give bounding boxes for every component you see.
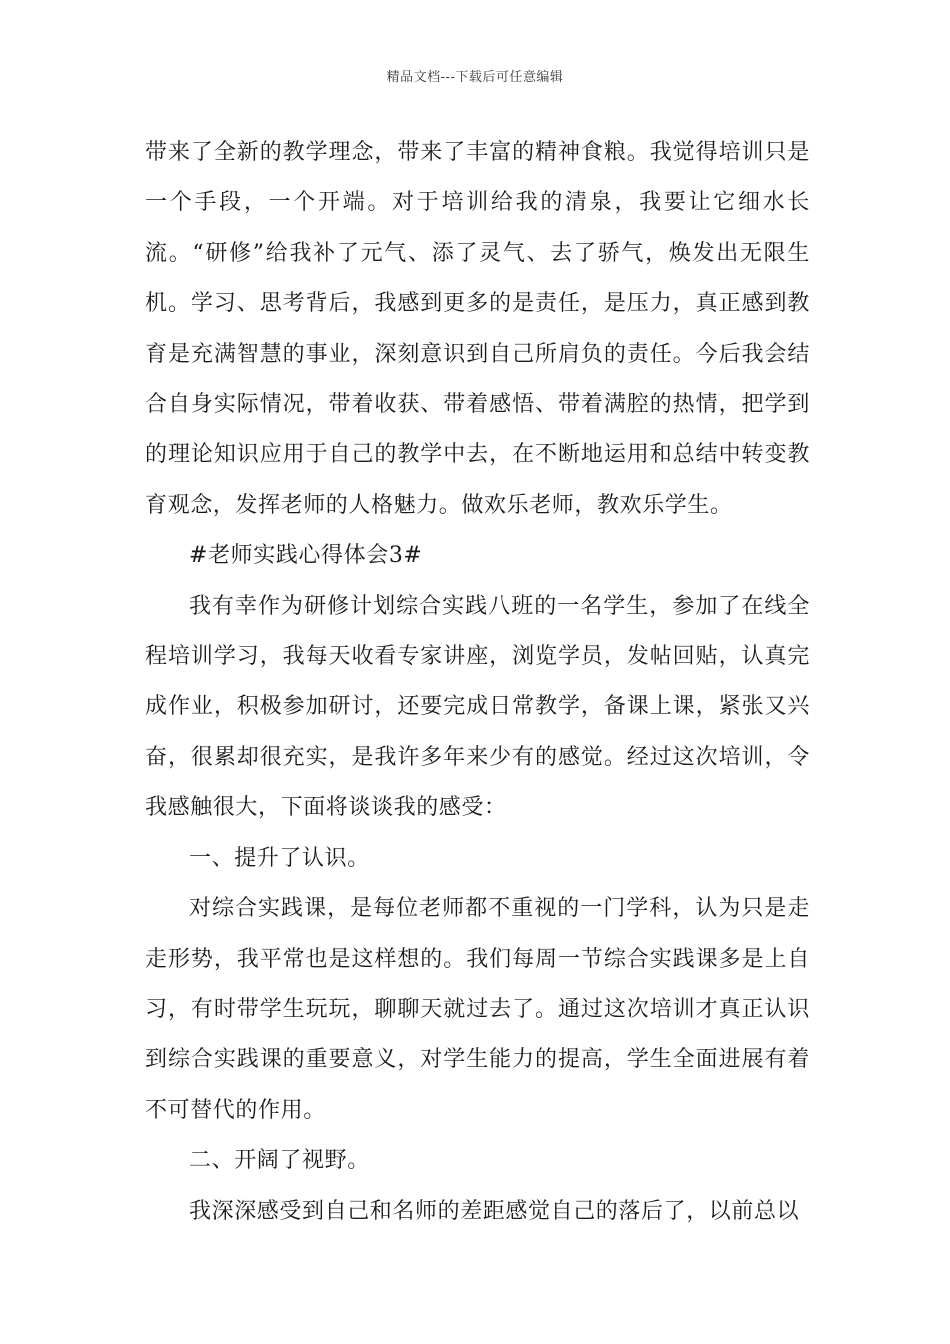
page-header: 精品文档---下载后可任意编辑 bbox=[386, 70, 564, 85]
section-heading-3: #老师实践心得体会3# bbox=[189, 543, 423, 569]
subheading-2: 二、开阔了视野。 bbox=[189, 1148, 370, 1174]
paragraph-intro: 我有幸作为研修计划综合实践八班的一名学生，参加了在线全程培训学习，我每天收看专家讲座，浏览学员，发帖回贴，认真完成作业，积极参加研讨，还要完成日常教学，备课上课，紧张又兴奋，很累却很充实，是我许多年来少有的感觉。经过这次培训，令我感触很大，下面将谈谈我的感受： bbox=[145, 593, 810, 821]
paragraph-1: 对综合实践课，是每位老师都不重视的一门学科，认为只是走走形势，我平常也是这样想的。我们每周一节综合实践课多是上自习，有时带学生玩玩，聊聊天就过去了。通过这次培训才真正认识到综合实践课的重要意义，对学生能力的提高，学生全面进展有着不可替代的作用。 bbox=[145, 896, 810, 1123]
document-body bbox=[145, 128, 810, 1237]
paragraph-continuation: 带来了全新的教学理念，带来了丰富的精神食粮。我觉得培训只是一个手段，一个开端。对于培训给我的清泉，我要让它细水长流。“研修”给我补了元气、添了灵气、去了骄气，焕发出无限生机。学习、思考背后，我感到更多的是责任，是压力，真正感到教育是充满智慧的事业，深刻意识到自己所肩负的责任。今后我会结合自身实际情况，带着收获、带着感悟、带着满腔的热情，把学到的理论知识应用于自己的教学中去，在不断地运用和总结中转变教育观念，发挥老师的人格魅力。做欢乐老师，教欢乐学生。 bbox=[145, 140, 810, 518]
paragraph-2: 我深深感受到自己和名师的差距感觉自己的落后了，以前总以 bbox=[189, 1198, 800, 1224]
subheading-1: 一、提升了认识。 bbox=[189, 845, 370, 871]
